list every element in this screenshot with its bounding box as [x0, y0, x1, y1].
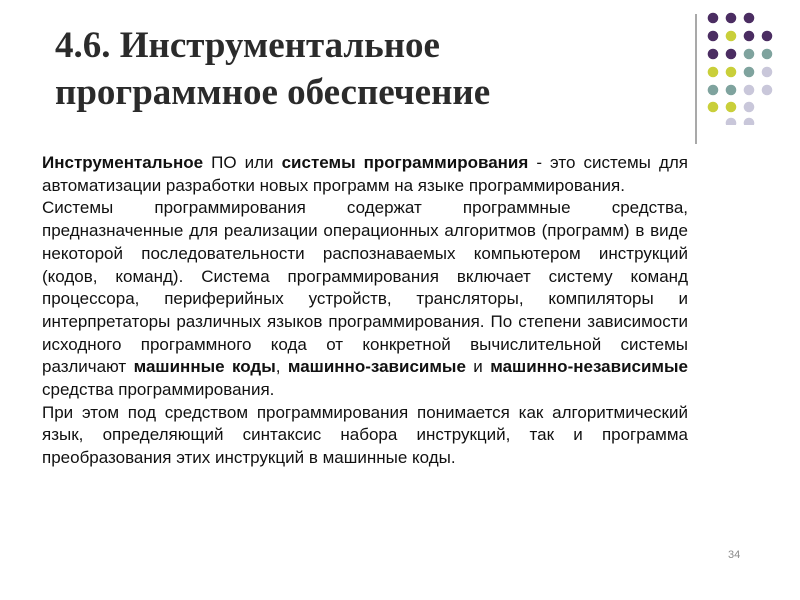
page-number: 34: [728, 549, 741, 561]
text-fragment: При этом под средством программирования понимается как алгоритмический язык, определяющий синтаксис набора инструкций, так и программа преобразования этих инструкций в машинные коды.: [42, 402, 688, 468]
title-divider-line: [695, 14, 697, 144]
term-programming-systems: системы программирования: [281, 153, 529, 172]
text-fragment: Системы программирования содержат программные средства, предназначенные для реализации операционных алгоритмов (программ) в виде некоторой последовательности распознаваемых компьютером инструкций (кодов, команд). Система программирования включает систему команд процессора, периферийных устройств, трансляторы, компиляторы и интерпретаторы различных языков программирования. По степени зависимости исходного программного кода от конкретной вычислительной системы различают: [42, 198, 688, 377]
term-machine-independent: машинно-независимые: [490, 357, 688, 377]
definition-paragraph: [42, 152, 688, 197]
decorative-dot-grid: [704, 10, 784, 125]
text-fragment: средства программирования.: [42, 380, 275, 400]
term-machine-codes: машинные коды: [133, 357, 276, 377]
text-fragment: и: [465, 357, 491, 377]
text-fragment: ПО или: [203, 153, 282, 172]
slide-title: [55, 22, 675, 116]
slide-body: [42, 152, 688, 470]
tools-paragraph: [42, 402, 688, 470]
term-instrumental: Инструментальное: [42, 153, 204, 172]
systems-paragraph: [42, 197, 688, 401]
text-fragment: ,: [275, 357, 288, 377]
text-fragment: - это системы для автоматизации разработки новых программ на языке программирования.: [42, 153, 688, 195]
term-machine-dependent: машинно-зависимые: [287, 357, 466, 377]
slide-title-line-2: программное обеспечение: [55, 72, 491, 113]
slide-title-line-1: 4.6. Инструментальное: [55, 25, 440, 66]
